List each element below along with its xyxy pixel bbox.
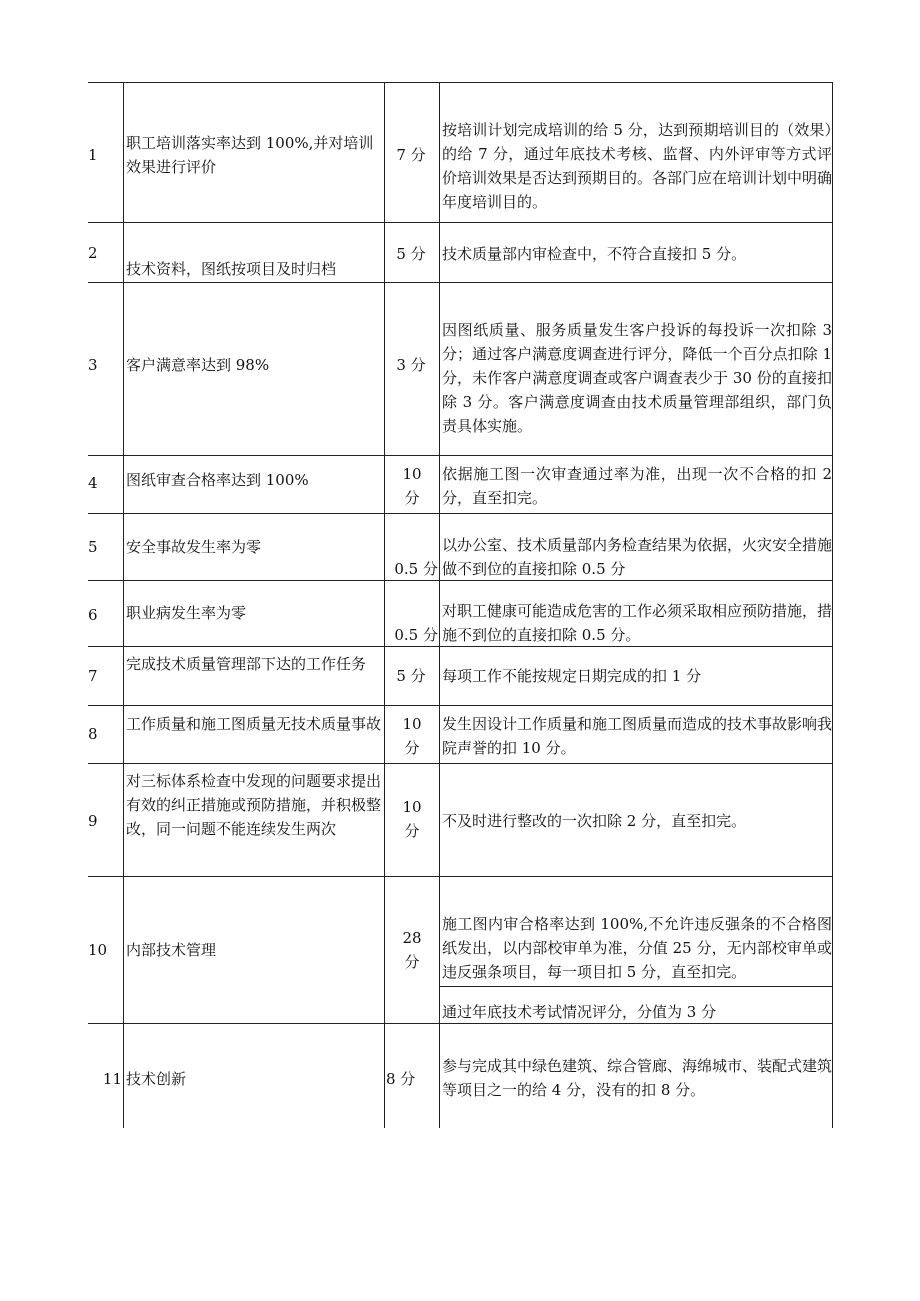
row-score: 8 分 (386, 1070, 416, 1088)
row-description: 对职工健康可能造成危害的工作必须采取相应预防措施，措施不到位的直接扣除 0.5 分。 (442, 602, 833, 644)
row-item: 职业病发生率为零 (126, 604, 247, 622)
row-item: 内部技术管理 (126, 941, 217, 959)
row-description: 施工图内审合格率达到 100%,不允许违反强条的不合格图纸发出，以内部校审单为准，分值 25 分，无内部校审单或违反强条项目，每一项目扣 5 分，直至扣完。 (442, 915, 832, 981)
row-description: 以办公室、技术质量部内务检查结果为依据，火灾安全措施做不到位的直接扣除 0.5 分 (442, 536, 833, 578)
row-description: 技术质量部内审检查中，不符合直接扣 5 分。 (442, 245, 747, 263)
row-score: 0.5 分 (394, 626, 438, 644)
row-item: 客户满意率达到 98% (126, 356, 270, 374)
row-score: 3 分 (396, 356, 426, 374)
row-divider (88, 876, 833, 877)
sub-row-divider (440, 986, 833, 987)
row-description: 依据施工图一次审查通过率为准，出现一次不合格的扣 2 分，直至扣完。 (442, 465, 832, 507)
table-right-border (832, 82, 833, 1128)
row-number: 5 (88, 538, 98, 556)
row-score: 10 分 (402, 465, 422, 507)
column-divider (123, 82, 124, 1128)
row-number: 11 (102, 1070, 122, 1088)
row-number: 6 (88, 606, 98, 624)
row-description: 因图纸质量、服务质量发生客户投诉的每投诉一次扣除 3 分；通过客户满意度调查进行评分，降低一个百分点扣除 1 分，未作客户满意度调查或客户调查表少于 30 份的直接扣除 3 分。客户满意度调查由技术质量管理部组织，部门负责具体实施。 (442, 321, 832, 435)
row-score: 5 分 (396, 667, 426, 685)
row-score: 0.5 分 (394, 560, 438, 578)
row-divider (88, 705, 833, 706)
row-number: 9 (88, 812, 98, 830)
row-item: 工作质量和施工图质量无技术质量事故 (126, 715, 382, 733)
row-divider (88, 282, 833, 283)
row-score: 28 分 (402, 929, 422, 971)
column-divider (439, 82, 440, 1128)
row-divider (88, 513, 833, 514)
row-item: 安全事故发生率为零 (126, 538, 262, 556)
row-score: 5 分 (396, 245, 426, 263)
row-item: 图纸审查合格率达到 100% (126, 471, 309, 489)
row-divider (88, 222, 833, 223)
row-number: 7 (88, 667, 98, 685)
row-description: 不及时进行整改的一次扣除 2 分，直至扣完。 (442, 812, 747, 830)
table-top-border (88, 82, 833, 83)
row-description: 按培训计划完成培训的给 5 分，达到预期培训目的（效果）的给 7 分，通过年底技术考核、监督、内外评审等方式评价培训效果是否达到预期目的。各部门应在培训计划中明确年度培训目的。 (442, 121, 833, 211)
row-item: 完成技术质量管理部下达的工作任务 (126, 655, 367, 673)
row-number: 1 (88, 146, 98, 164)
row-divider (88, 455, 833, 456)
row-number: 3 (88, 356, 98, 374)
row-score: 10 分 (402, 798, 422, 840)
row-number: 8 (88, 725, 98, 743)
row-description-secondary: 通过年底技术考试情况评分，分值为 3 分 (442, 1003, 717, 1021)
row-description: 发生因设计工作质量和施工图质量而造成的技术事故影响我院声誉的扣 10 分。 (442, 715, 833, 757)
row-description: 参与完成其中绿色建筑、综合管廊、海绵城市、装配式建筑等项目之一的给 4 分，没有的扣 8 分。 (442, 1057, 833, 1099)
row-score: 10 分 (402, 715, 422, 757)
row-item: 对三标体系检查中发现的问题要求提出有效的纠正措施或预防措施，并积极整改，同一问题不能连续发生两次 (126, 772, 382, 838)
row-number: 10 (88, 941, 108, 959)
row-score: 7 分 (396, 146, 426, 164)
row-item: 技术创新 (126, 1070, 187, 1088)
row-number: 2 (88, 244, 98, 262)
row-description: 每项工作不能按规定日期完成的扣 1 分 (442, 667, 702, 685)
row-item: 职工培训落实率达到 100%,并对培训效果进行评价 (126, 134, 374, 176)
row-number: 4 (88, 474, 98, 492)
row-item: 技术资料，图纸按项目及时归档 (126, 260, 337, 278)
row-divider (88, 763, 833, 764)
